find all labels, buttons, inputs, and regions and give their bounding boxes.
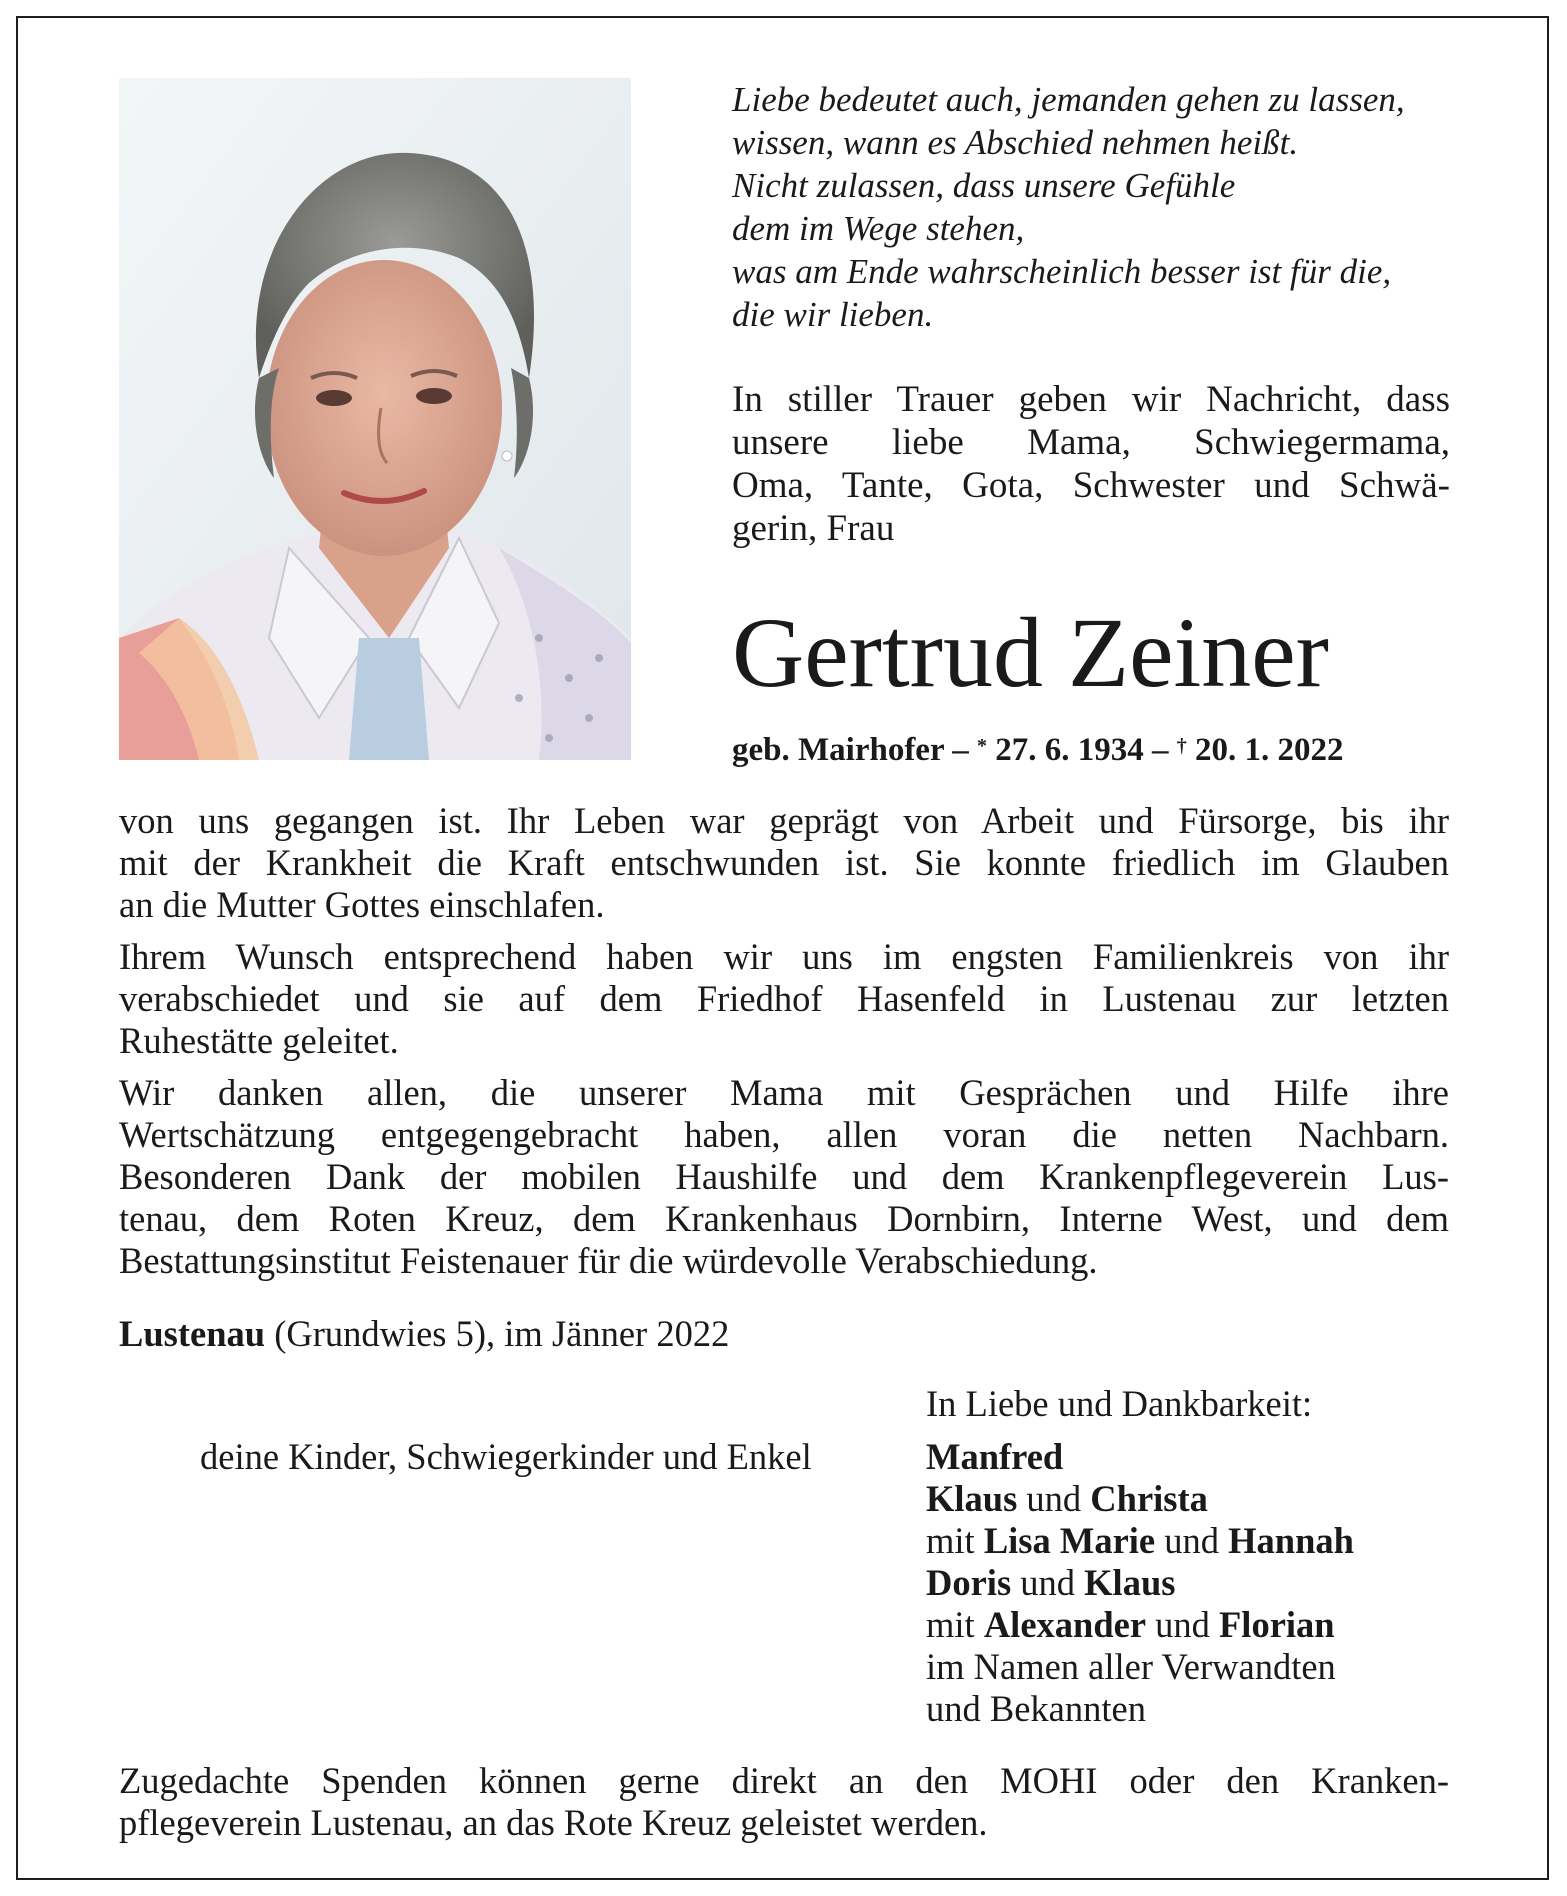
poem-line: Nicht zulassen, dass unsere Gefühle (732, 166, 1236, 205)
mourner-name: Doris (926, 1562, 1012, 1603)
poem-line: dem im Wege stehen, (732, 209, 1025, 248)
body-line: tenau, dem Roten Kreuz, dem Krankenhaus Dornbirn, Interne West, und dem (119, 1198, 1449, 1239)
poem-line: was am Ende wahrscheinlich besser ist für die, (732, 252, 1392, 291)
birth-name: geb. Mairhofer (732, 732, 945, 768)
paragraph (119, 800, 1449, 926)
paragraph (119, 1072, 1449, 1282)
poem-line: Liebe bedeutet auch, jemanden gehen zu lassen, (732, 80, 1405, 119)
body-line: Wir danken allen, die unserer Mama mit Gesprächen und Hilfe ihre (119, 1072, 1449, 1113)
conjunction: und (1017, 1478, 1091, 1519)
paragraph (119, 936, 1449, 1062)
mourner-name: Christa (1090, 1478, 1208, 1519)
poem-line: wissen, wann es Abschied nehmen heißt. (732, 123, 1299, 162)
mourners-list (926, 1436, 1354, 1730)
mourners-label: deine Kinder, Schwiegerkinder und Enkel (200, 1436, 812, 1477)
mourner-name: Florian (1219, 1604, 1335, 1645)
mourner-line (926, 1562, 1354, 1604)
body-line: verabschiedet und sie auf dem Friedhof Hasenfeld in Lustenau zur letzten (119, 978, 1449, 1019)
intro-line: gerin, Frau (732, 508, 895, 549)
body-line: Bestattungsinstitut Feistenauer für die würdevolle Verabschiedung. (119, 1240, 1098, 1281)
mourner-name: Lisa Marie (983, 1520, 1156, 1561)
body-line: Besonderen Dank der mobilen Haushilfe und dem Krankenpflegeverein Lus- (119, 1156, 1449, 1197)
conjunction: und (1155, 1520, 1229, 1561)
intro-line: In stiller Trauer geben wir Nachricht, dass (732, 379, 1450, 420)
deceased-name: Gertrud Zeiner (732, 597, 1329, 708)
body-line: Ihrem Wunsch entsprechend haben wir uns im engsten Familienkreis von ihr (119, 936, 1449, 977)
mourner-line (926, 1520, 1354, 1562)
mourner-line: und Bekannten (926, 1688, 1146, 1729)
mourner-name: Hannah (1228, 1520, 1354, 1561)
closing-thanks: In Liebe und Dankbarkeit: (926, 1383, 1313, 1424)
body-line: Wertschätzung entgegengebracht haben, allen voran die netten Nachbarn. (119, 1114, 1449, 1155)
mourner-line (926, 1478, 1354, 1520)
donation-note (119, 1760, 1449, 1844)
intro-line: unsere liebe Mama, Schwiegermama, (732, 422, 1450, 463)
poem (732, 78, 1452, 336)
intro-line: Oma, Tante, Gota, Schwester und Schwä- (732, 465, 1450, 506)
body-line: Ruhestätte geleitet. (119, 1020, 399, 1061)
dash: – (944, 732, 978, 768)
donation-line: Zugedachte Spenden können gerne direkt an den MOHI oder den Kranken- (119, 1760, 1449, 1801)
death-mark: † (1176, 735, 1187, 757)
town: Lustenau (119, 1313, 266, 1354)
body-line: von uns gegangen ist. Ihr Leben war geprägt von Arbeit und Fürsorge, bis ihr (119, 800, 1449, 841)
body-line: mit der Krankheit die Kraft entschwunden ist. Sie konnte friedlich im Glauben (119, 842, 1449, 883)
mourner-name: Klaus (926, 1478, 1018, 1519)
mourner-name: Klaus (1084, 1562, 1176, 1603)
mourner-name: Alexander (983, 1604, 1147, 1645)
body-line: an die Mutter Gottes einschlafen. (119, 884, 605, 925)
conjunction: und (1146, 1604, 1220, 1645)
place-date (119, 1312, 729, 1356)
portrait-photo (119, 78, 631, 760)
life-dates (732, 728, 1462, 772)
birth-date: 27. 6. 1934 (987, 732, 1144, 768)
conjunction: mit (926, 1604, 984, 1645)
mourner-line (926, 1436, 1354, 1478)
mourner-line (926, 1604, 1354, 1646)
dash: – (1143, 732, 1177, 768)
donation-line: pflegeverein Lustenau, an das Rote Kreuz geleistet werden. (119, 1802, 988, 1843)
poem-line: die wir lieben. (732, 295, 934, 334)
obituary-body (119, 800, 1449, 1292)
address-date: (Grundwies 5), im Jänner 2022 (265, 1313, 730, 1354)
conjunction: und (1011, 1562, 1085, 1603)
mourner-line: im Namen aller Verwandten (926, 1646, 1336, 1687)
conjunction: mit (926, 1520, 984, 1561)
death-date: 20. 1. 2022 (1186, 732, 1344, 768)
birth-mark: * (977, 735, 988, 757)
announcement-intro (732, 378, 1450, 550)
mourner-name: Manfred (926, 1436, 1064, 1477)
